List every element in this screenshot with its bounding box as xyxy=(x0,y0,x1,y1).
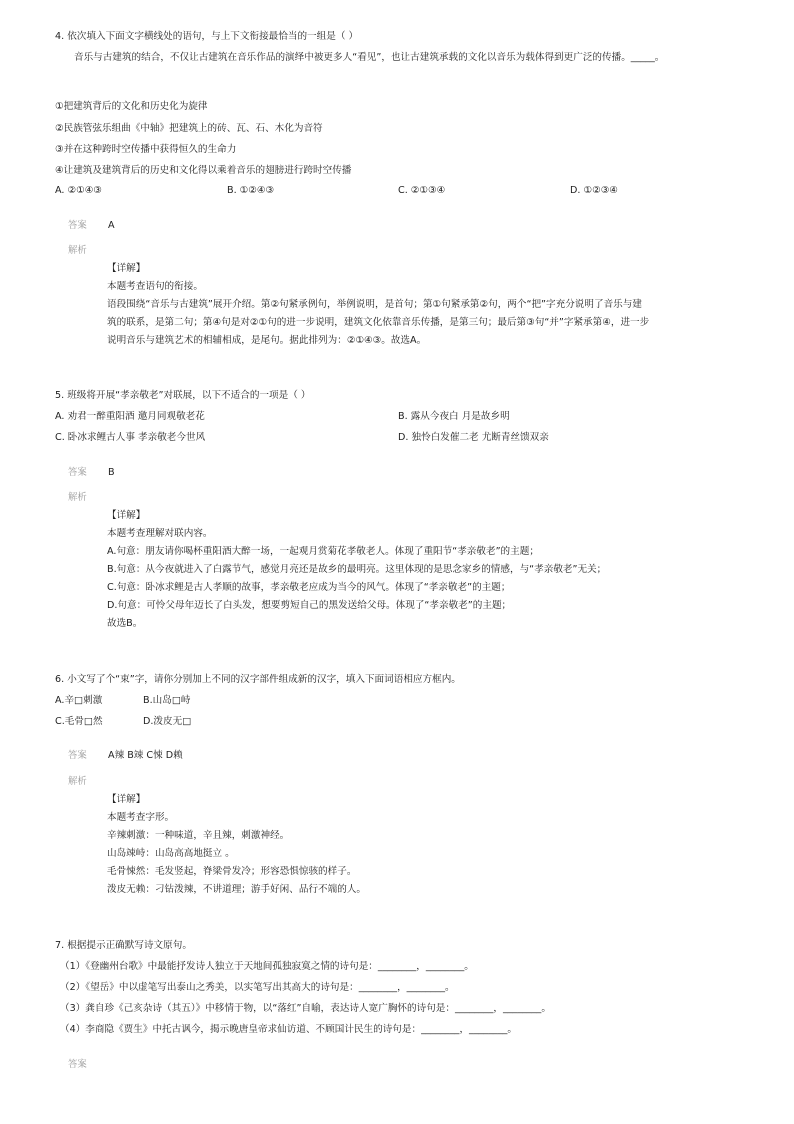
q6-answer-label: 答案 xyxy=(68,750,87,761)
q4-detail-line: 筑的联系，是第二句；第④句是对②①句的进一步说明，建筑文化依靠音乐传播，是第三句；最后第③句“并”字紧承第④，进一步 xyxy=(107,317,650,328)
q4-option-d: D. ①②③④ xyxy=(570,185,618,196)
q6-detail-line: 毛骨悚然：毛发竖起，脊梁骨发冷；形容恐惧惊骇的样子。 xyxy=(107,866,357,877)
q4-item-3: ③并在这种跨时空传播中获得恒久的生命力 xyxy=(55,144,237,155)
q4-detail-line: 本题考查语句的衔接。 xyxy=(107,281,203,292)
q6-detail-heading: 【详解】 xyxy=(107,794,146,805)
q4-option-a: A. ②①④③ xyxy=(55,185,102,196)
q6-option-a: A.辛□刺激 xyxy=(55,695,103,706)
q4-stem: 4. 依次填入下面文字横线处的语句，与上下文衔接最恰当的一组是（ ） xyxy=(55,31,359,42)
q5-detail-heading: 【详解】 xyxy=(107,510,146,521)
q5-detail-line: C.句意：卧冰求鲤是古人孝顺的故事，孝亲敬老应成为当今的风气。体现了“孝亲敬老”的主题； xyxy=(107,582,511,593)
q6-option-b: B.山岛□峙 xyxy=(143,695,191,706)
q7-answer-label: 答案 xyxy=(68,1059,87,1070)
q7-item-4: （4）李商隐《贾生》中托古讽今，揭示晚唐皇帝求仙访道、不顾国计民生的诗句是：________，________。 xyxy=(60,1024,518,1035)
q4-analysis-label: 解析 xyxy=(68,245,87,256)
q5-option-a: A. 劝君一醉重阳酒 邀月同观敬老花 xyxy=(55,411,205,422)
q4-detail-line: 语段围绕“音乐与古建筑”展开介绍。第②句紧承例句，举例说明，是首句；第①句紧承第②句，两个“把”字充分说明了音乐与建 xyxy=(107,299,642,310)
q6-stem: 6. 小文写了个“束”字，请你分别加上不同的汉字部件组成新的汉字，填入下面词语相应方框内。 xyxy=(55,674,461,685)
q4-item-2: ②民族管弦乐组曲《中轴》把建筑上的砖、瓦、石、木化为音符 xyxy=(55,123,323,134)
q5-option-b: B. 露从今夜白 月是故乡明 xyxy=(398,411,510,422)
q4-passage: 音乐与古建筑的结合，不仅让古建筑在音乐作品的演绎中被更多人“看见”，也让古建筑承载的文化以音乐为载体得到更广泛的传播。_____。 xyxy=(74,52,665,63)
q5-detail-line: A.句意：朋友请你喝杯重阳酒大醉一场，一起观月赏菊花孝敬老人。体现了重阳节“孝亲敬老”的主题； xyxy=(107,546,539,557)
q5-option-d: D. 独怜白发催二老 尤断青丝馈双亲 xyxy=(398,432,549,443)
q4-option-b: B. ①②④③ xyxy=(227,185,275,196)
q7-item-2: （2）《望岳》中以虚笔写出泰山之秀美，以实笔写出其高大的诗句是：________，________。 xyxy=(60,982,455,993)
q6-analysis-label: 解析 xyxy=(68,776,87,787)
q4-option-c: C. ②①③④ xyxy=(398,185,446,196)
q4-answer-label: 答案 xyxy=(68,220,87,231)
q6-detail-line: 山岛竦峙：山岛高高地挺立 。 xyxy=(107,848,235,859)
q5-detail-line: 本题考查理解对联内容。 xyxy=(107,528,213,539)
q5-analysis-label: 解析 xyxy=(68,492,87,503)
q5-answer: B xyxy=(108,467,115,478)
q5-option-c: C. 卧冰求鲤古人事 孝亲敬老今世风 xyxy=(55,432,206,443)
q6-detail-line: 辛辣刺激：一种味道，辛且辣，刺激神经。 xyxy=(107,830,290,841)
q4-item-4: ④让建筑及建筑背后的历史和文化得以乘着音乐的翅膀进行跨时空传播 xyxy=(55,165,352,176)
q4-detail-line: 说明音乐与建筑艺术的相辅相成，是尾句。据此排列为：②①④③。故选A。 xyxy=(107,335,427,346)
q5-stem: 5. 班级将开展“孝亲敬老”对联展，以下不适合的一项是（ ） xyxy=(55,390,311,401)
q5-detail-line: D.句意：可怜父母年迈长了白头发，想要剪短自己的黑发送给父母。体现了“孝亲敬老”的主题； xyxy=(107,600,512,611)
q6-detail-line: 本题考查字形。 xyxy=(107,812,175,823)
q4-answer: A xyxy=(108,220,115,231)
q6-detail-line: 泼皮无赖：刁钻泼辣，不讲道理；游手好闲、品行不端的人。 xyxy=(107,884,367,895)
q4-detail-heading: 【详解】 xyxy=(107,263,146,274)
q7-stem: 7. 根据提示正确默写诗文原句。 xyxy=(55,940,192,951)
q4-item-1: ①把建筑背后的文化和历史化为旋律 xyxy=(55,101,208,112)
q7-item-3: （3）龚自珍《己亥杂诗（其五）》中移情于物，以“落红”自喻，表达诗人宽广胸怀的诗句是：________，________。 xyxy=(60,1003,551,1014)
q6-answer: A辣 B竦 C悚 D赖 xyxy=(108,750,183,761)
q7-item-1: （1）《登幽州台歌》中最能抒发诗人独立于天地间孤独寂寞之情的诗句是：________，________。 xyxy=(60,961,474,972)
q6-option-c: C.毛骨□然 xyxy=(55,716,103,727)
q5-detail-line: B.句意：从今夜就进入了白露节气，感觉月亮还是故乡的最明亮。这里体现的是思念家乡的情感，与“孝亲敬老”无关； xyxy=(107,564,607,575)
q5-answer-label: 答案 xyxy=(68,467,87,478)
q5-detail-line: 故选B。 xyxy=(107,618,143,629)
q6-option-d: D.泼皮无□ xyxy=(143,716,192,727)
